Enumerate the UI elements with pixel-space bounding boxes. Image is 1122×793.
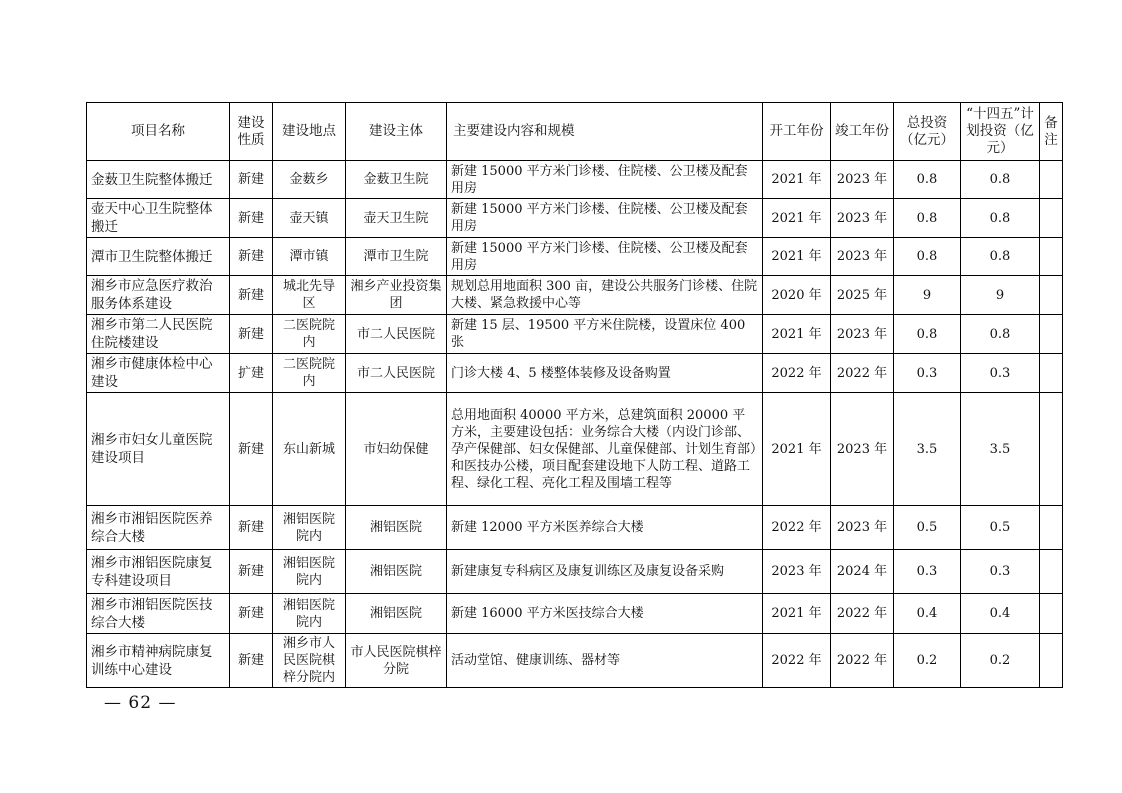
header-start-year: 开工年份 bbox=[763, 103, 831, 161]
total-investment-cell: 0.3 bbox=[894, 550, 961, 594]
total-investment-cell: 0.5 bbox=[894, 506, 961, 550]
content-cell: 新建 16000 平方米医技综合大楼 bbox=[447, 594, 763, 634]
table-row bbox=[87, 276, 1063, 315]
content-cell: 新建 12000 平方米医养综合大楼 bbox=[447, 506, 763, 550]
total-investment-cell: 0.8 bbox=[894, 199, 961, 238]
remark-cell bbox=[1040, 506, 1063, 550]
owner-cell: 金薮卫生院 bbox=[346, 161, 447, 199]
table-row bbox=[87, 238, 1063, 276]
start-year-cell: 2021 年 bbox=[763, 594, 831, 634]
project-name-cell: 湘乡市妇女儿童医院建设项目 bbox=[87, 393, 230, 506]
project-table-container bbox=[86, 102, 1062, 688]
plan-investment-cell: 0.4 bbox=[961, 594, 1040, 634]
remark-cell bbox=[1040, 393, 1063, 506]
nature-cell: 新建 bbox=[230, 276, 273, 315]
nature-cell: 新建 bbox=[230, 634, 273, 688]
nature-cell: 新建 bbox=[230, 238, 273, 276]
owner-cell: 市人民医院棋梓分院 bbox=[346, 634, 447, 688]
location-cell: 城北先导区 bbox=[273, 276, 346, 315]
header-owner: 建设主体 bbox=[346, 103, 447, 161]
table-header-row bbox=[87, 103, 1063, 161]
owner-cell: 湘铝医院 bbox=[346, 506, 447, 550]
content-cell: 门诊大楼 4、5 楼整体装修及设备购置 bbox=[447, 354, 763, 393]
table-row bbox=[87, 354, 1063, 393]
owner-cell: 市二人民医院 bbox=[346, 315, 447, 354]
table-row bbox=[87, 161, 1063, 199]
project-name-cell: 壶天中心卫生院整体搬迁 bbox=[87, 199, 230, 238]
project-name-cell: 湘乡市湘铝医院康复专科建设项目 bbox=[87, 550, 230, 594]
plan-investment-cell: 0.8 bbox=[961, 238, 1040, 276]
start-year-cell: 2021 年 bbox=[763, 161, 831, 199]
page-number: — 62 — bbox=[104, 693, 177, 713]
header-location: 建设地点 bbox=[273, 103, 346, 161]
end-year-cell: 2024 年 bbox=[831, 550, 894, 594]
content-cell: 总用地面积 40000 平方米，总建筑面积 20000 平方米，主要建设包括：业务综合大楼（内设门诊部、孕产保健部、妇女保健部、儿童保健部、计划生育部）和医技办公楼，项目配套建设地下人防工程、道路工程、绿化工程、亮化工程及围墙工程等 bbox=[447, 393, 763, 506]
remark-cell bbox=[1040, 634, 1063, 688]
header-nature: 建设性质 bbox=[230, 103, 273, 161]
end-year-cell: 2023 年 bbox=[831, 161, 894, 199]
start-year-cell: 2022 年 bbox=[763, 354, 831, 393]
location-cell: 湘铝医院院内 bbox=[273, 506, 346, 550]
plan-investment-cell: 9 bbox=[961, 276, 1040, 315]
remark-cell bbox=[1040, 238, 1063, 276]
total-investment-cell: 0.3 bbox=[894, 354, 961, 393]
total-investment-cell: 3.5 bbox=[894, 393, 961, 506]
content-cell: 规划总用地面积 300 亩，建设公共服务门诊楼、住院大楼、紧急救援中心等 bbox=[447, 276, 763, 315]
total-investment-cell: 0.2 bbox=[894, 634, 961, 688]
header-end-year: 竣工年份 bbox=[831, 103, 894, 161]
header-content: 主要建设内容和规模 bbox=[447, 103, 763, 161]
header-total-investment: 总投资（亿元） bbox=[894, 103, 961, 161]
location-cell: 东山新城 bbox=[273, 393, 346, 506]
location-cell: 湘铝医院院内 bbox=[273, 594, 346, 634]
start-year-cell: 2021 年 bbox=[763, 238, 831, 276]
location-cell: 湘铝医院院内 bbox=[273, 550, 346, 594]
table-row bbox=[87, 506, 1063, 550]
plan-investment-cell: 0.5 bbox=[961, 506, 1040, 550]
nature-cell: 新建 bbox=[230, 393, 273, 506]
header-project-name: 项目名称 bbox=[87, 103, 230, 161]
remark-cell bbox=[1040, 354, 1063, 393]
plan-investment-cell: 0.3 bbox=[961, 550, 1040, 594]
remark-cell bbox=[1040, 315, 1063, 354]
end-year-cell: 2022 年 bbox=[831, 634, 894, 688]
owner-cell: 湘铝医院 bbox=[346, 594, 447, 634]
total-investment-cell: 0.8 bbox=[894, 161, 961, 199]
table-row bbox=[87, 199, 1063, 238]
location-cell: 金薮乡 bbox=[273, 161, 346, 199]
nature-cell: 新建 bbox=[230, 550, 273, 594]
content-cell: 新建 15000 平方米门诊楼、住院楼、公卫楼及配套用房 bbox=[447, 199, 763, 238]
location-cell: 湘乡市人民医院棋梓分院内 bbox=[273, 634, 346, 688]
owner-cell: 湘铝医院 bbox=[346, 550, 447, 594]
nature-cell: 新建 bbox=[230, 315, 273, 354]
header-remark: 备注 bbox=[1040, 103, 1063, 161]
content-cell: 活动堂馆、健康训练、器材等 bbox=[447, 634, 763, 688]
remark-cell bbox=[1040, 594, 1063, 634]
remark-cell bbox=[1040, 161, 1063, 199]
content-cell: 新建康复专科病区及康复训练区及康复设备采购 bbox=[447, 550, 763, 594]
owner-cell: 潭市卫生院 bbox=[346, 238, 447, 276]
total-investment-cell: 9 bbox=[894, 276, 961, 315]
project-name-cell: 潭市卫生院整体搬迁 bbox=[87, 238, 230, 276]
location-cell: 潭市镇 bbox=[273, 238, 346, 276]
owner-cell: 湘乡产业投资集团 bbox=[346, 276, 447, 315]
start-year-cell: 2022 年 bbox=[763, 634, 831, 688]
table-row bbox=[87, 315, 1063, 354]
start-year-cell: 2021 年 bbox=[763, 199, 831, 238]
total-investment-cell: 0.4 bbox=[894, 594, 961, 634]
nature-cell: 新建 bbox=[230, 161, 273, 199]
project-name-cell: 金薮卫生院整体搬迁 bbox=[87, 161, 230, 199]
total-investment-cell: 0.8 bbox=[894, 315, 961, 354]
table-row bbox=[87, 550, 1063, 594]
project-name-cell: 湘乡市健康体检中心建设 bbox=[87, 354, 230, 393]
remark-cell bbox=[1040, 199, 1063, 238]
content-cell: 新建 15000 平方米门诊楼、住院楼、公卫楼及配套用房 bbox=[447, 238, 763, 276]
start-year-cell: 2021 年 bbox=[763, 393, 831, 506]
total-investment-cell: 0.8 bbox=[894, 238, 961, 276]
remark-cell bbox=[1040, 276, 1063, 315]
table-row bbox=[87, 634, 1063, 688]
end-year-cell: 2023 年 bbox=[831, 506, 894, 550]
remark-cell bbox=[1040, 550, 1063, 594]
nature-cell: 新建 bbox=[230, 594, 273, 634]
table-row bbox=[87, 594, 1063, 634]
project-table bbox=[86, 102, 1063, 688]
project-name-cell: 湘乡市第二人民医院住院楼建设 bbox=[87, 315, 230, 354]
project-name-cell: 湘乡市湘铝医院医技综合大楼 bbox=[87, 594, 230, 634]
location-cell: 壶天镇 bbox=[273, 199, 346, 238]
end-year-cell: 2022 年 bbox=[831, 354, 894, 393]
nature-cell: 新建 bbox=[230, 506, 273, 550]
plan-investment-cell: 0.8 bbox=[961, 161, 1040, 199]
project-name-cell: 湘乡市应急医疗救治服务体系建设 bbox=[87, 276, 230, 315]
nature-cell: 扩建 bbox=[230, 354, 273, 393]
owner-cell: 壶天卫生院 bbox=[346, 199, 447, 238]
plan-investment-cell: 0.8 bbox=[961, 315, 1040, 354]
start-year-cell: 2022 年 bbox=[763, 506, 831, 550]
end-year-cell: 2022 年 bbox=[831, 594, 894, 634]
location-cell: 二医院院内 bbox=[273, 315, 346, 354]
start-year-cell: 2023 年 bbox=[763, 550, 831, 594]
table-row bbox=[87, 393, 1063, 506]
table-body bbox=[87, 161, 1063, 688]
end-year-cell: 2023 年 bbox=[831, 315, 894, 354]
content-cell: 新建 15000 平方米门诊楼、住院楼、公卫楼及配套用房 bbox=[447, 161, 763, 199]
plan-investment-cell: 0.3 bbox=[961, 354, 1040, 393]
start-year-cell: 2021 年 bbox=[763, 315, 831, 354]
plan-investment-cell: 3.5 bbox=[961, 393, 1040, 506]
plan-investment-cell: 0.2 bbox=[961, 634, 1040, 688]
nature-cell: 新建 bbox=[230, 199, 273, 238]
plan-investment-cell: 0.8 bbox=[961, 199, 1040, 238]
owner-cell: 市二人民医院 bbox=[346, 354, 447, 393]
location-cell: 二医院院内 bbox=[273, 354, 346, 393]
end-year-cell: 2025 年 bbox=[831, 276, 894, 315]
end-year-cell: 2023 年 bbox=[831, 238, 894, 276]
project-name-cell: 湘乡市湘铝医院医养综合大楼 bbox=[87, 506, 230, 550]
header-plan-investment: “十四五”计划投资（亿元） bbox=[961, 103, 1040, 161]
content-cell: 新建 15 层、19500 平方米住院楼，设置床位 400 张 bbox=[447, 315, 763, 354]
start-year-cell: 2020 年 bbox=[763, 276, 831, 315]
end-year-cell: 2023 年 bbox=[831, 393, 894, 506]
project-name-cell: 湘乡市精神病院康复训练中心建设 bbox=[87, 634, 230, 688]
end-year-cell: 2023 年 bbox=[831, 199, 894, 238]
owner-cell: 市妇幼保健 bbox=[346, 393, 447, 506]
